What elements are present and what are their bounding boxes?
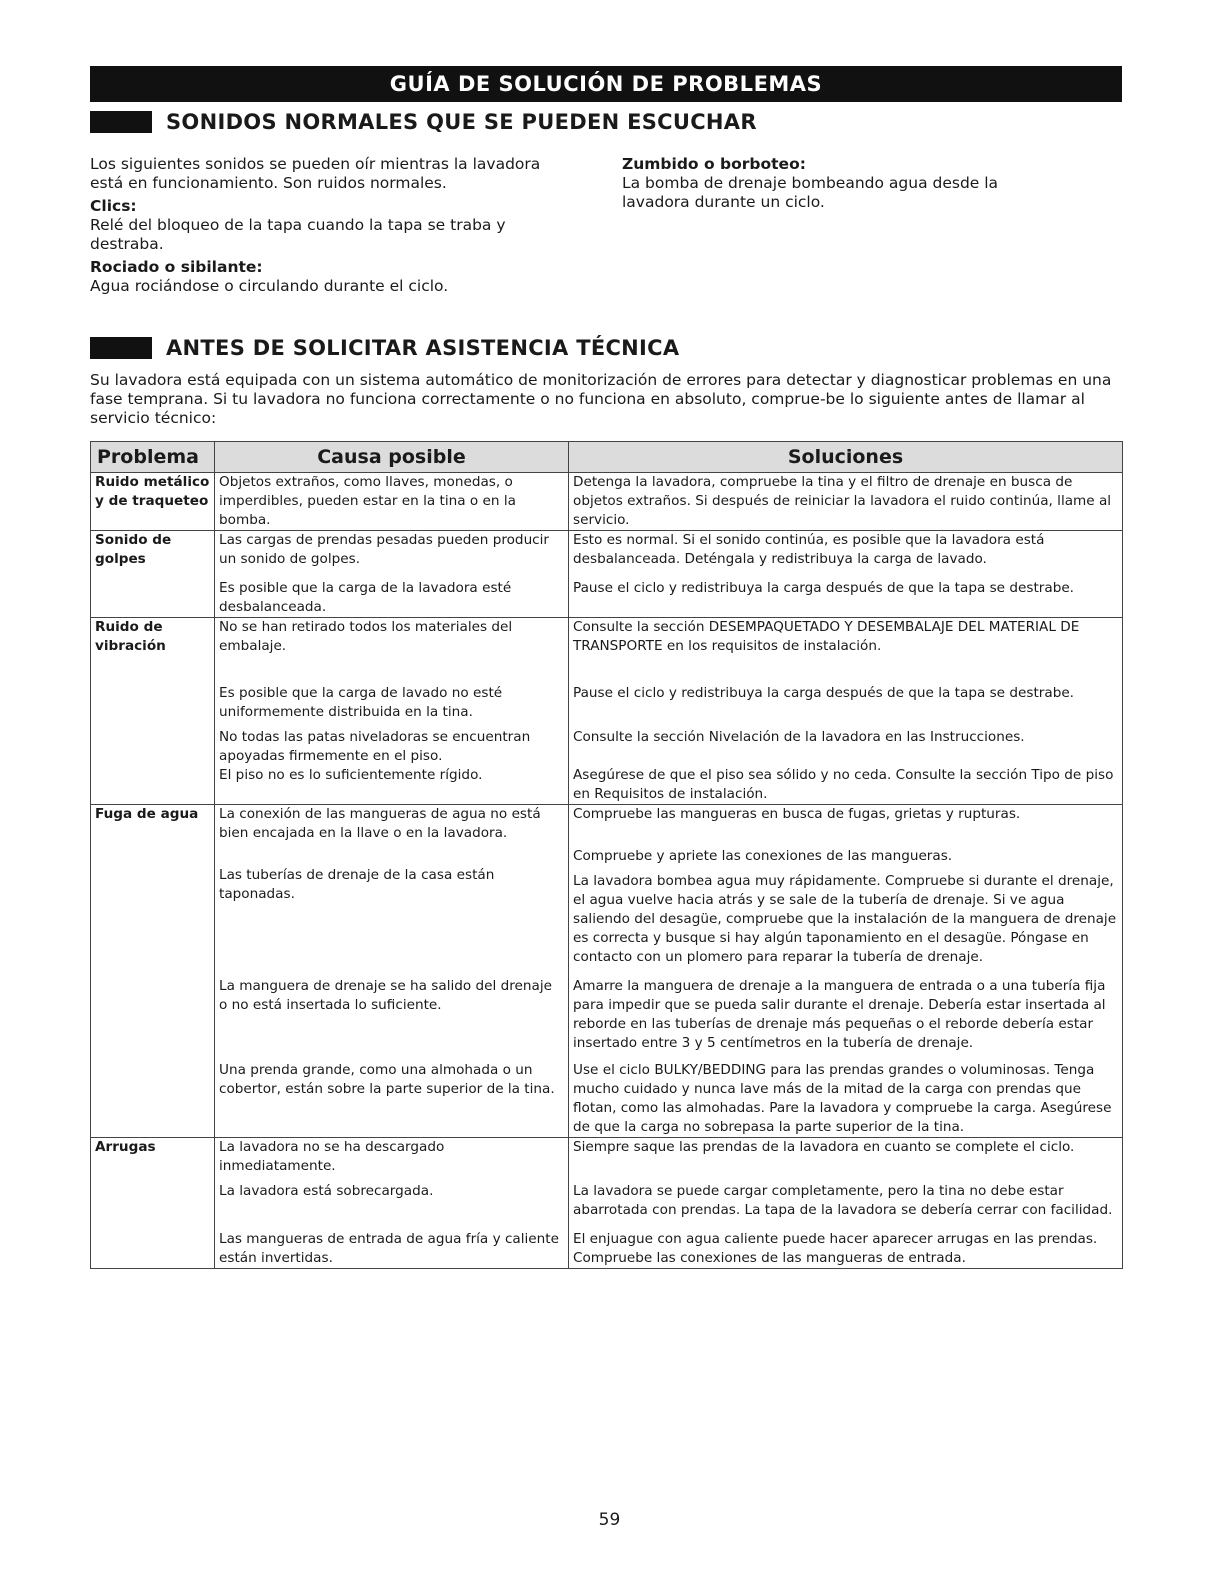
solution-cell: Compruebe y apriete las conexiones de las mangueras. [569,843,1123,866]
troubleshooting-table [90,441,1123,1269]
clics-text: Relé del bloqueo de la tapa cuando la tapa se traba y destraba. [90,216,506,253]
problem-cell: Sonido de golpes [91,531,215,570]
solution-cell: El enjuague con agua caliente puede hacer aparecer arrugas en las prendas. Compruebe las conexiones de las mangueras de entrada. [569,1220,1123,1269]
solution-cell: Siempre saque las prendas de la lavadora en cuanto se complete el ciclo. [569,1138,1123,1177]
problem-cell [91,1176,215,1220]
table-row [91,722,1123,766]
solution-cell: Amarre la manguera de drenaje a la manguera de entrada o a una tubería fija para impedir que se pueda salir durante el drenaje. Debería estar insertada al reborde en las tuberías de drenaje más pequeñas o el reborde debería estar insertado entre 3 y 5 centímetros en la tubería de drenaje. [569,967,1123,1053]
solution-cell: Pause el ciclo y redistribuya la carga después de que la tapa se destrabe. [569,656,1123,722]
zumbido-label: Zumbido o borboteo: [622,155,806,173]
table-row [91,1138,1123,1177]
problem-cell [91,1053,215,1138]
clics-label: Clics: [90,197,137,215]
problem-cell [91,722,215,766]
section-marker [90,111,152,133]
problem-cell [91,766,215,805]
normal-sounds-right [622,155,1062,212]
problem-cell [91,843,215,866]
section-title: ANTES DE SOLICITAR ASISTENCIA TÉCNICA [166,336,680,360]
problem-cell [91,967,215,1053]
table-row [91,1220,1123,1269]
header-cause: Causa posible [215,442,569,473]
solution-cell: Use el ciclo BULKY/BEDDING para las prendas grandes o voluminosas. Tenga mucho cuidado y nunca lave más de la mitad de la carga con prendas que flotan, como las almohadas. Pare la lavadora y compruebe la carga. Asegúrese de que la carga no sobrepasa la parte superior de la tina. [569,1053,1123,1138]
table-row [91,866,1123,967]
normal-sounds-intro: Los siguientes sonidos se pueden oír mientras la lavadora está en funcionamiento. Son ruidos normales. [90,155,541,192]
problem-cell [91,569,215,618]
header-problem: Problema [91,442,215,473]
table-row [91,766,1123,805]
table-row [91,1053,1123,1138]
solution-cell: Consulte la sección Nivelación de la lavadora en las Instrucciones. [569,722,1123,766]
cause-cell: Una prenda grande, como una almohada o un cobertor, están sobre la parte superior de la tina. [215,1053,569,1138]
table-row [91,656,1123,722]
table-row [91,618,1123,657]
problem-cell [91,1220,215,1269]
cause-cell: No se han retirado todos los materiales del embalaje. [215,618,569,657]
cause-cell: Es posible que la carga de la lavadora esté desbalanceada. [215,569,569,618]
section-title: SONIDOS NORMALES QUE SE PUEDEN ESCUCHAR [166,110,757,134]
problem-cell: Ruido de vibración [91,618,215,657]
problem-cell [91,866,215,967]
rociado-label: Rociado o sibilante: [90,258,263,276]
table-header-row [91,442,1123,473]
table-row [91,843,1123,866]
normal-sounds-left [90,155,560,296]
cause-cell: Las cargas de prendas pesadas pueden producir un sonido de golpes. [215,531,569,570]
table-row [91,805,1123,844]
cause-cell [215,843,569,866]
solution-cell: Compruebe las mangueras en busca de fugas, grietas y rupturas. [569,805,1123,844]
cause-cell: Objetos extraños, como llaves, monedas, o imperdibles, pueden estar en la tina o en la bomba. [215,473,569,531]
solution-cell: Detenga la lavadora, compruebe la tina y el filtro de drenaje en busca de objetos extraños. Si después de reiniciar la lavadora el ruido continúa, llame al servicio. [569,473,1123,531]
page-number: 59 [598,1510,621,1530]
cause-cell: Las mangueras de entrada de agua fría y caliente están invertidas. [215,1220,569,1269]
problem-cell: Arrugas [91,1138,215,1177]
table-row [91,531,1123,570]
problem-cell [91,656,215,722]
solution-cell: Pause el ciclo y redistribuya la carga después de que la tapa se destrabe. [569,569,1123,618]
cause-cell: Las tuberías de drenaje de la casa están taponadas. [215,866,569,967]
solution-cell: La lavadora bombea agua muy rápidamente. Compruebe si durante el drenaje, el agua vuelve hacia atrás y se sale de la tubería de drenaje. Si ve agua saliendo del desagüe, compruebe que la instalación de la manguera de drenaje es correcta y busque si hay algún taponamiento en el desagüe. Póngase en contacto con un plomero para reparar la tubería de drenaje. [569,866,1123,967]
header-solution: Soluciones [569,442,1123,473]
before-service-intro: Su lavadora está equipada con un sistema automático de monitorización de errores para detectar y diagnosticar problemas en una fase temprana. Si tu lavadora no funciona correctamente o no funciona en absoluto, comprue-be lo siguiente antes de llamar al servicio técnico: [90,371,1112,427]
cause-cell: El piso no es lo suficientemente rígido. [215,766,569,805]
section-header-before-service [90,333,679,363]
cause-cell: La lavadora está sobrecargada. [215,1176,569,1220]
solution-cell: Asegúrese de que el piso sea sólido y no ceda. Consulte la sección Tipo de piso en Requisitos de instalación. [569,766,1123,805]
table-row [91,473,1123,531]
zumbido-text: La bomba de drenaje bombeando agua desde la lavadora durante un ciclo. [622,174,999,211]
section-header-normal-sounds [90,107,757,137]
problem-cell: Ruido metálico y de traqueteo [91,473,215,531]
solution-cell: La lavadora se puede cargar completamente, pero la tina no debe estar abarrotada con prendas. La tapa de la lavadora se debería cerrar con facilidad. [569,1176,1123,1220]
problem-cell: Fuga de agua [91,805,215,844]
solution-cell: Consulte la sección DESEMPAQUETADO Y DESEMBALAJE DEL MATERIAL DE TRANSPORTE en los requisitos de instalación. [569,618,1123,657]
table-row [91,569,1123,618]
cause-cell: La lavadora no se ha descargado inmediatamente. [215,1138,569,1177]
cause-cell: No todas las patas niveladoras se encuentran apoyadas firmemente en el piso. [215,722,569,766]
cause-cell: Es posible que la carga de lavado no esté uniformemente distribuida en la tina. [215,656,569,722]
section-marker [90,337,152,359]
solution-cell: Esto es normal. Si el sonido continúa, es posible que la lavadora está desbalanceada. Deténgala y redistribuya la carga de lavado. [569,531,1123,570]
table-row [91,1176,1123,1220]
cause-cell: La conexión de las mangueras de agua no está bien encajada en la llave o en la lavadora. [215,805,569,844]
rociado-text: Agua rociándose o circulando durante el ciclo. [90,277,449,295]
cause-cell: La manguera de drenaje se ha salido del drenaje o no está insertada lo suficiente. [215,967,569,1053]
table-row [91,967,1123,1053]
page-banner: GUÍA DE SOLUCIÓN DE PROBLEMAS [90,66,1122,102]
